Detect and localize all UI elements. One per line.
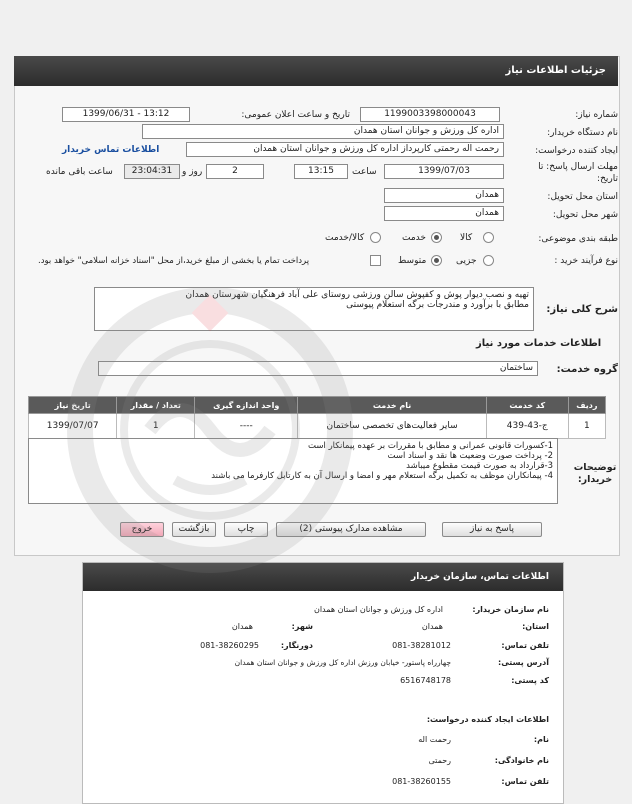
contact-postal-label: کد پستی: — [511, 676, 549, 685]
contact-org-label: نام سازمان خریدار: — [472, 605, 549, 614]
announce-date-field: 1399/06/31 - 13:12 — [62, 107, 190, 122]
treasury-payment-checkbox[interactable] — [370, 255, 381, 266]
province-label: استان محل تحویل: — [547, 192, 618, 202]
contact-province-value: همدان — [421, 622, 443, 631]
cell-name: سایر فعالیت‌های تخصصی ساختمان — [298, 414, 486, 439]
process-radio-medium[interactable] — [431, 255, 442, 266]
description-line-2: مطابق با برآورد و مندرجات برگه استعلام پیوستی — [346, 300, 529, 310]
category-label: طبقه بندی موضوعی: — [538, 234, 618, 244]
notes-label: توضیحات — [573, 462, 617, 473]
attachments-button[interactable]: مشاهده مدارک پیوستی (2) — [276, 522, 426, 537]
creator-field: رحمت اله رحمتی کارپرداز اداره کل ورزش و جوانان استان همدان — [186, 142, 504, 157]
days-field: 2 — [206, 164, 264, 179]
services-table — [28, 396, 606, 439]
category-radio-service[interactable] — [431, 232, 442, 243]
col-row: ردیف — [568, 397, 605, 414]
services-table-header — [29, 397, 606, 414]
deadline-time-label: ساعت — [352, 167, 377, 177]
remaining-time-field: 23:04:31 — [124, 164, 180, 179]
province-field: همدان — [384, 188, 504, 203]
category-option-goods: کالا — [460, 233, 473, 243]
service-group-label: گروه خدمت: — [556, 364, 618, 375]
col-unit: واحد اندازه گیری — [195, 397, 298, 414]
contact-address-value: چهارراه پاستور- خیابان ورزش اداره کل ورزش و جوانان استان همدان — [234, 658, 451, 667]
need-number-label: شماره نیاز: — [575, 110, 618, 120]
deadline-label-date: تاریخ: — [597, 174, 618, 184]
buyer-notes-box — [28, 438, 558, 504]
process-type-label: نوع فرآیند خرید : — [554, 256, 618, 266]
treasury-payment-note: پرداخت تمام یا بخشی از مبلغ خرید،از محل "اسناد خزانه اسلامی" خواهد بود. — [38, 256, 310, 266]
col-need-date: تاریخ نیاز — [29, 397, 117, 414]
city-field: همدان — [384, 206, 504, 221]
col-quantity: تعداد / مقدار — [117, 397, 195, 414]
days-label: روز و — [182, 167, 203, 177]
deadline-date-field: 1399/07/03 — [384, 164, 504, 179]
service-group-field: ساختمان — [98, 361, 538, 376]
deadline-label: مهلت ارسال پاسخ: تا — [538, 162, 618, 172]
creator-label: ایجاد کننده درخواست: — [535, 146, 618, 156]
contact-card-title: اطلاعات تماس، سازمان خریدار — [83, 563, 563, 591]
category-radio-goods[interactable] — [483, 232, 494, 243]
contact-card — [82, 562, 564, 804]
creator-family-value: رحمتی — [428, 756, 451, 765]
creator-info-title: اطلاعات ایجاد کننده درخواست: — [426, 715, 549, 724]
city-label: شهر محل تحویل: — [552, 210, 618, 220]
description-label: شرح کلی نیاز: — [546, 304, 618, 315]
notes-label-2: خریدار: — [577, 474, 613, 485]
cell-unit: ---- — [195, 414, 298, 439]
category-radio-goods-service[interactable] — [370, 232, 381, 243]
creator-family-label: نام خانوادگی: — [494, 756, 549, 765]
process-option-minor: جزیی — [456, 256, 477, 266]
contact-postal-value: 6516748178 — [400, 676, 451, 685]
contact-org-value: اداره کل ورزش و جوانان استان همدان — [313, 605, 443, 614]
note-line-4: 4- پیمانکاران موظف به تکمیل برگه استعلام مهر و امضا و ارسال آن به کارتابل کارفرما می باشند — [211, 471, 553, 481]
contact-phone-value: 081-38281012 — [392, 641, 451, 650]
col-name: نام خدمت — [298, 397, 486, 414]
note-line-3: 3-قرارداد به صورت قیمت مقطوع میباشد — [406, 461, 553, 471]
creator-name-value: رحمت اله — [418, 735, 451, 744]
cell-need-date: 1399/07/07 — [29, 414, 117, 439]
description-box — [94, 287, 534, 331]
cell-row: 1 — [568, 414, 605, 439]
remaining-label: ساعت باقی مانده — [46, 167, 113, 177]
cell-quantity: 1 — [117, 414, 195, 439]
back-button[interactable]: بازگشت — [172, 522, 216, 537]
buyer-contact-link[interactable]: اطلاعات تماس خریدار — [62, 145, 160, 155]
table-row — [29, 414, 606, 439]
services-section-title: اطلاعات خدمات مورد نیاز — [476, 338, 602, 349]
contact-city-label: شهر: — [291, 622, 313, 631]
exit-button[interactable]: خروج — [120, 522, 164, 537]
reply-button[interactable]: پاسخ به نیاز — [442, 522, 542, 537]
cell-code: ج-43-439 — [486, 414, 568, 439]
contact-address-label: آدرس پستی: — [498, 658, 549, 667]
deadline-time-field: 13:15 — [294, 164, 348, 179]
process-radio-minor[interactable] — [483, 255, 494, 266]
process-option-medium: متوسط — [398, 256, 427, 266]
contact-phone-label: تلفن تماس: — [501, 641, 549, 650]
creator-phone-value: 081-38260155 — [392, 777, 451, 786]
print-button[interactable]: چاپ — [224, 522, 268, 537]
buyer-org-field: اداره کل ورزش و جوانان استان همدان — [142, 124, 504, 139]
col-code: کد خدمت — [486, 397, 568, 414]
announce-date-label: تاریخ و ساعت اعلان عمومی: — [241, 110, 350, 120]
note-line-1: 1-کسورات قانونی عمرانی و مطابق با مقررات بر عهده پیمانکار است — [308, 441, 553, 451]
creator-name-label: نام: — [533, 735, 549, 744]
need-number-field: 1199003398000043 — [360, 107, 500, 122]
description-line-1: تهیه و نصب دیوار پوش و کفپوش سالن ورزشی روستای علی آباد فرهنگیان شهرستان همدان — [185, 290, 529, 300]
contact-fax-value: 081-38260295 — [200, 641, 259, 650]
note-line-2: 2- پرداخت صورت وضعیت ها نقد و اسناد است — [387, 451, 553, 461]
contact-province-label: استان: — [522, 622, 549, 631]
contact-fax-label: دورنگار: — [280, 641, 313, 650]
buyer-org-label: نام دستگاه خریدار: — [547, 128, 618, 138]
category-option-service: خدمت — [402, 233, 426, 243]
contact-city-value: همدان — [231, 622, 253, 631]
creator-phone-label: تلفن تماس: — [501, 777, 549, 786]
category-option-goods-service: کالا/خدمت — [325, 233, 365, 243]
page-title: جزئیات اطلاعات نیاز — [14, 56, 618, 86]
